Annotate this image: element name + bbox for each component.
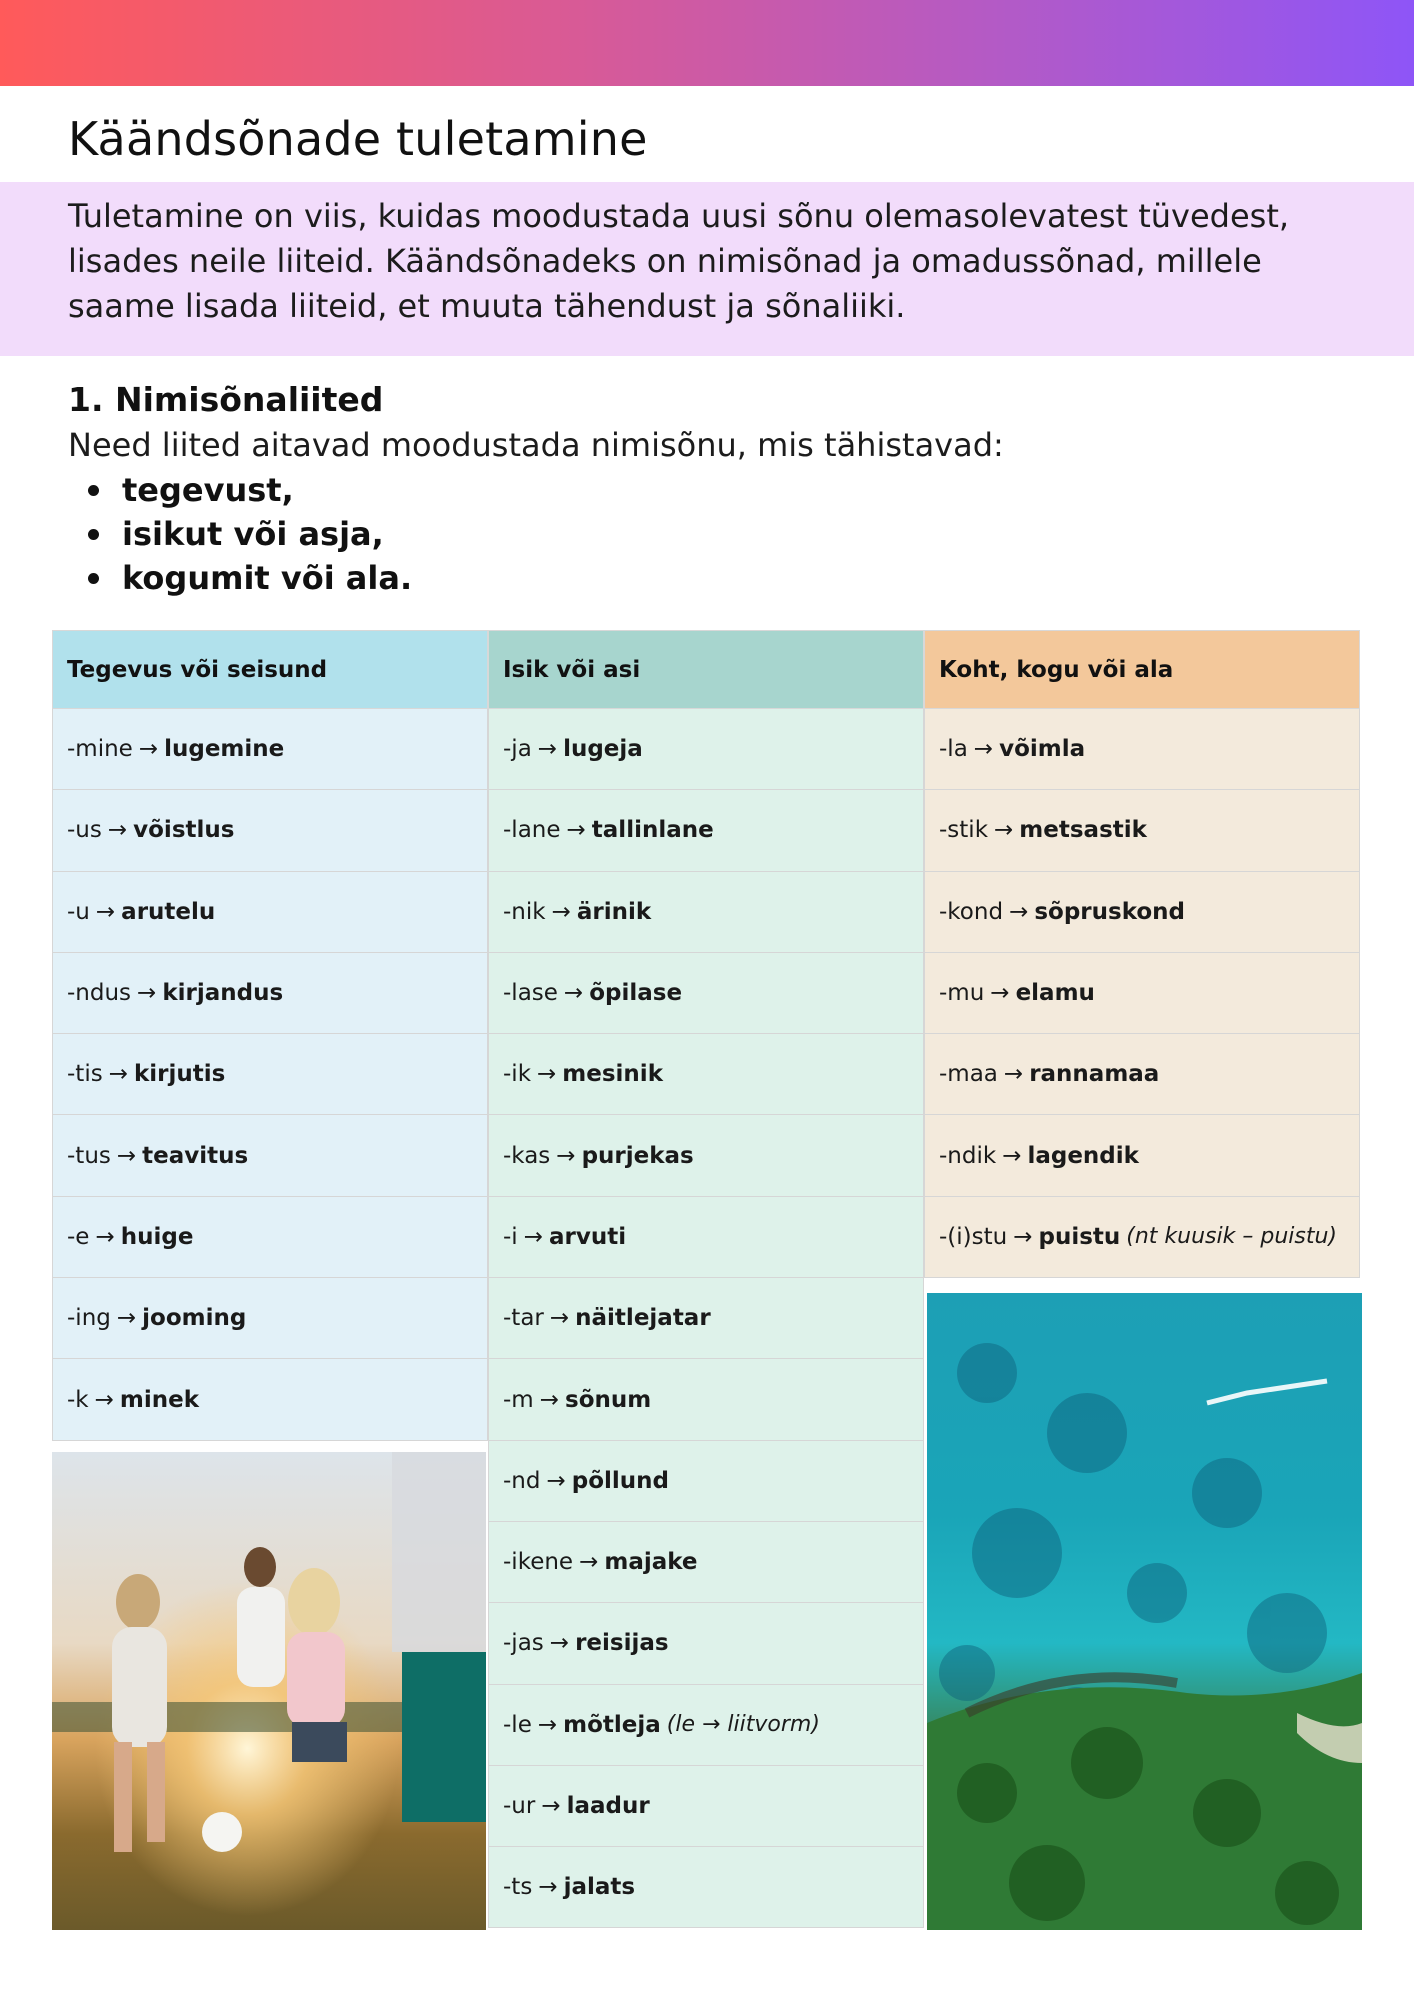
derived-word: jalats <box>563 1874 636 1901</box>
suffix: -la <box>939 736 968 763</box>
intro-box <box>0 182 1414 356</box>
derived-word: kirjutis <box>133 1061 226 1088</box>
suffix: -mu <box>939 980 985 1007</box>
arrow-icon: → <box>1003 1061 1024 1088</box>
table-row <box>488 1197 924 1278</box>
table-row <box>488 953 924 1034</box>
table-row <box>488 1034 924 1115</box>
derived-word: reisijas <box>575 1630 669 1657</box>
suffix: -lase <box>503 980 558 1007</box>
suffix: -maa <box>939 1061 998 1088</box>
suffix: -kas <box>503 1142 551 1169</box>
derived-word: ärinik <box>576 898 652 925</box>
bullet-item: kogumit või ala. <box>68 556 412 600</box>
suffix: -kond <box>939 898 1004 925</box>
suffix: -ts <box>503 1874 533 1901</box>
arrow-icon: → <box>537 736 558 763</box>
derived-word: arvuti <box>548 1223 627 1250</box>
arrow-icon: → <box>539 1386 559 1413</box>
suffix: -le <box>503 1711 532 1738</box>
suffix: -ndik <box>939 1142 997 1169</box>
arrow-icon: → <box>556 1142 576 1169</box>
table-row <box>924 872 1360 953</box>
derived-word: metsastik <box>1019 817 1147 844</box>
suffix: -tus <box>67 1142 111 1169</box>
arrow-icon: → <box>541 1793 561 1819</box>
suffix: -(i)stu <box>939 1223 1008 1250</box>
arrow-icon: → <box>107 817 128 844</box>
bullet-dot-icon <box>88 573 99 584</box>
bullet-dot-icon <box>88 485 99 496</box>
suffix: -tar <box>503 1305 544 1332</box>
suffix: -lane <box>503 817 561 844</box>
suffix: -ikene <box>503 1549 574 1576</box>
derived-word: lugemine <box>164 736 285 763</box>
arrow-icon: → <box>1009 898 1029 925</box>
derived-word: mesinik <box>562 1061 663 1088</box>
header-gradient-bar <box>0 0 1414 86</box>
table-row <box>924 1197 1360 1278</box>
column-header: Tegevus või seisund <box>52 630 488 709</box>
derived-word: näitlejatar <box>575 1305 711 1332</box>
derived-word: sõpruskond <box>1034 898 1186 925</box>
derived-word: kirjandus <box>162 980 284 1007</box>
bullet-list <box>68 468 412 600</box>
arrow-icon: → <box>94 1386 114 1413</box>
table-row <box>488 872 924 953</box>
table-row <box>488 1522 924 1603</box>
arrow-icon: → <box>566 817 586 844</box>
arrow-icon: → <box>579 1549 599 1576</box>
table-row <box>488 1685 924 1766</box>
suffix: -u <box>67 898 90 925</box>
derived-word: tallinlane <box>591 817 714 844</box>
table-row <box>52 1278 488 1359</box>
table-row <box>924 1034 1360 1115</box>
arrow-icon: → <box>138 736 159 763</box>
derived-word: võistlus <box>133 817 235 844</box>
suffix: -nik <box>503 898 546 925</box>
table-row <box>52 953 488 1034</box>
arrow-icon: → <box>108 1061 128 1088</box>
derived-word: laadur <box>566 1793 650 1819</box>
table-row <box>488 1766 924 1847</box>
derived-word: mõtleja <box>563 1711 661 1738</box>
table-row <box>52 1034 488 1115</box>
word-note: (nt kuusik – puistu) <box>1126 1224 1337 1250</box>
table-row <box>488 1278 924 1359</box>
table-row <box>52 1197 488 1278</box>
derived-word: huige <box>120 1223 194 1250</box>
arrow-icon: → <box>116 1305 137 1332</box>
table-row <box>52 872 488 953</box>
arrow-icon: → <box>1002 1142 1022 1169</box>
section-heading: 1. Nimisõnaliited <box>68 380 384 419</box>
arrow-icon: → <box>116 1142 137 1169</box>
suffix: -ndus <box>67 980 132 1007</box>
derived-word: rannamaa <box>1029 1061 1160 1088</box>
suffix: -us <box>67 817 102 844</box>
derived-word: põllund <box>571 1467 670 1494</box>
derived-word: elamu <box>1015 980 1095 1007</box>
arrow-icon: → <box>1013 1223 1033 1250</box>
arrow-icon: → <box>994 817 1014 844</box>
column-place <box>924 630 1360 1278</box>
table-row <box>488 1359 924 1440</box>
table-row <box>488 1115 924 1196</box>
suffix: -nd <box>503 1467 541 1494</box>
suffix: -tis <box>67 1061 103 1088</box>
arrow-icon: → <box>137 980 157 1007</box>
table-row <box>52 1115 488 1196</box>
suffix: -k <box>67 1386 89 1413</box>
table-row <box>924 790 1360 871</box>
arrow-icon: → <box>537 1711 558 1738</box>
derived-word: lagendik <box>1027 1142 1139 1169</box>
arrow-icon: → <box>546 1467 566 1494</box>
derived-word: minek <box>119 1386 200 1413</box>
suffix: -ing <box>67 1305 111 1332</box>
suffix: -ik <box>503 1061 532 1088</box>
table-row <box>488 1441 924 1522</box>
table-row <box>924 709 1360 790</box>
column-header: Koht, kogu või ala <box>924 630 1360 709</box>
derived-word: jooming <box>142 1305 247 1332</box>
arrow-icon: → <box>538 1874 558 1901</box>
derived-word: purjekas <box>581 1142 694 1169</box>
derived-word: lugeja <box>563 736 643 763</box>
column-activity <box>52 630 488 1441</box>
arrow-icon: → <box>563 980 584 1007</box>
table-row <box>488 790 924 871</box>
bullet-dot-icon <box>88 529 99 540</box>
ocean-coast-aerial-photo <box>927 1293 1362 1930</box>
intro-text: Tuletamine on viis, kuidas moodustada uusi sõnu olemasolevatest tüvedest, lisades neile liiteid. Käändsõnadeks on nimisõnad ja omadussõnad, millele saame lisada liiteid, et muuta tähendust ja sõnaliiki. <box>68 197 1290 325</box>
suffix: -e <box>67 1223 90 1250</box>
suffix: -ur <box>503 1793 536 1819</box>
bullet-item: tegevust, <box>68 468 412 512</box>
table-row <box>924 953 1360 1034</box>
derived-word: sõnum <box>565 1386 652 1413</box>
derived-word: puistu <box>1038 1223 1121 1250</box>
family-football-photo <box>52 1452 486 1930</box>
word-note: (le → liitvorm) <box>666 1712 820 1738</box>
table-row <box>488 709 924 790</box>
column-header: Isik või asi <box>488 630 924 709</box>
suffix: -ja <box>503 736 532 763</box>
table-row <box>924 1115 1360 1196</box>
arrow-icon: → <box>95 1223 115 1250</box>
table-row <box>488 1847 924 1928</box>
arrow-icon: → <box>549 1630 570 1657</box>
section-description: Need liited aitavad moodustada nimisõnu, mis tähistavad: <box>68 426 1004 464</box>
derived-word: võimla <box>999 736 1086 763</box>
derived-word: majake <box>604 1549 698 1576</box>
bullet-item: isikut või asja, <box>68 512 412 556</box>
page-title: Käändsõnade tuletamine <box>68 112 648 166</box>
arrow-icon: → <box>523 1223 543 1250</box>
derived-word: õpilase <box>589 980 683 1007</box>
suffix: -mine <box>67 736 133 763</box>
table-row <box>52 709 488 790</box>
arrow-icon: → <box>973 736 994 763</box>
table-row <box>52 1359 488 1440</box>
arrow-icon: → <box>537 1061 557 1088</box>
arrow-icon: → <box>990 980 1010 1007</box>
arrow-icon: → <box>95 898 116 925</box>
derived-word: arutelu <box>121 898 216 925</box>
column-person-thing <box>488 630 924 1928</box>
suffix: -jas <box>503 1630 544 1657</box>
arrow-icon: → <box>551 898 571 925</box>
table-row <box>488 1603 924 1684</box>
table-row <box>52 790 488 871</box>
suffix: -stik <box>939 817 989 844</box>
suffix: -m <box>503 1386 534 1413</box>
suffix: -i <box>503 1223 518 1250</box>
derived-word: teavitus <box>142 1142 249 1169</box>
arrow-icon: → <box>549 1305 570 1332</box>
